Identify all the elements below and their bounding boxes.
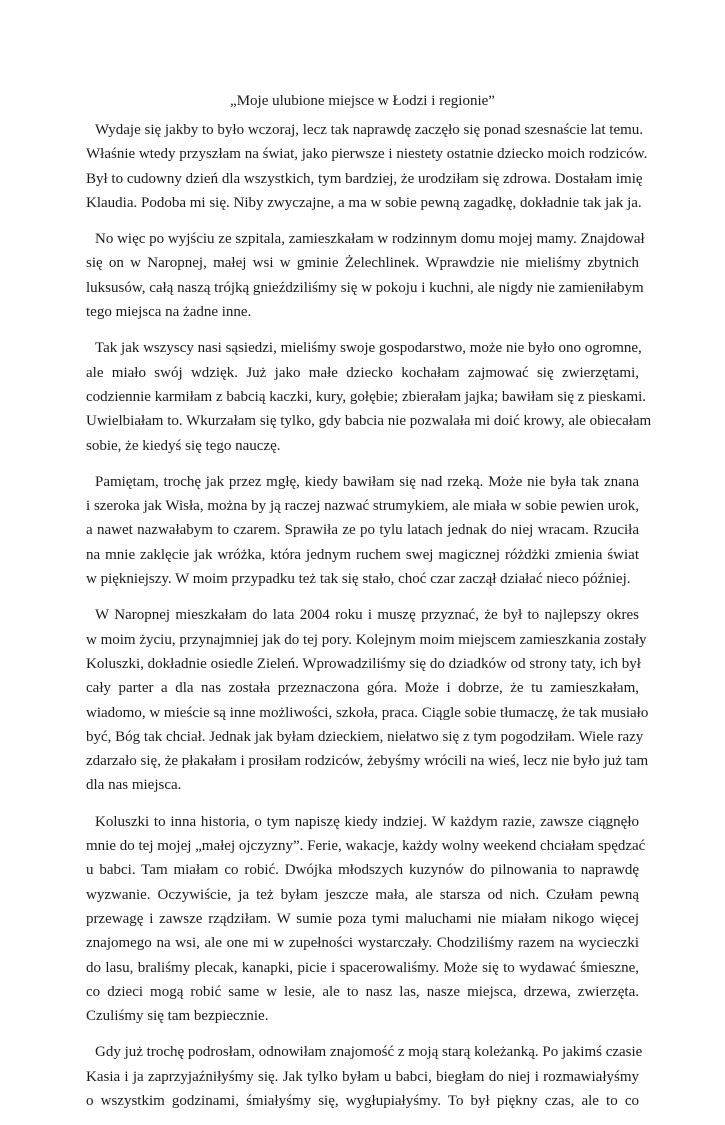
text-line: dla nas miejsca. xyxy=(86,777,182,794)
text-line: u babci. Tam miałam co robić. Dwójka młodszych kuzynów do pilnowania to naprawdę xyxy=(86,862,639,879)
paragraph-6 xyxy=(86,810,646,1029)
text-line: ale miało swój wdzięk. Już jako małe dziecko kochałam zajmować się zwierzętami, xyxy=(86,364,639,381)
text-line: Właśnie wtedy przyszłam na świat, jako pierwsze i niestety ostatnie dziecko moich rodziców. xyxy=(86,146,648,163)
paragraph-1 xyxy=(86,118,648,215)
paragraph-5 xyxy=(86,603,649,797)
text-line: Był to cudowny dzień dla wszystkich, tym bardziej, że urodziłam się zdrowa. Dostałam imię xyxy=(86,170,643,187)
text-line: o wszystkim godzinami, śmiałyśmy się, wygłupiałyśmy. To był piękny czas, ale to co xyxy=(86,1092,639,1109)
text-line: do lasu, braliśmy plecak, kanapki, picie i spacerowaliśmy. Może się to wydawać śmieszne, xyxy=(86,959,639,976)
text-line: sobie, że kiedyś się tego nauczę. xyxy=(86,437,281,454)
text-line: wiadomo, w mieście są inne możliwości, szkoła, praca. Ciągle sobie tłumaczę, że tak musiało xyxy=(86,704,649,721)
text-line: w piękniejszy. W moim przypadku też tak się stało, choć czar zaczął działać nieco później. xyxy=(86,571,631,588)
text-line: i szeroka jak Wisła, można by ją raczej nazwać strumykiem, ale miała w sobie pewien urok, xyxy=(86,498,639,515)
text-line: w moim życiu, przynajmniej jak do tej pory. Kolejnym moim miejscem zamieszkania zostały xyxy=(86,631,647,648)
text-line: znajomego na wsi, ale one mi w zupełności wystarczały. Chodziliśmy razem na wycieczki xyxy=(86,935,639,952)
text-line: W Naropnej mieszkałam do lata 2004 roku i muszę przyznać, że był to najlepszy okres xyxy=(95,607,639,624)
document-title: „Moje ulubione miejsce w Łodzi i regionie” xyxy=(230,93,495,109)
text-line: tego miejsca na żadne inne. xyxy=(86,304,252,321)
text-line: Koluszki, dokładnie osiedle Zieleń. Wprowadziliśmy się do dziadków od strony taty, ich był xyxy=(86,655,641,672)
text-line: Kasia i ja zaprzyjaźniłyśmy się. Jak tylko byłam u babci, biegłam do niej i rozmawiałyśmy xyxy=(86,1068,639,1085)
text-line: się on w Naropnej, małej wsi w gminie Żelechlinek. Wprawdzie nie mieliśmy zbytnich xyxy=(86,255,639,272)
text-line: No więc po wyjściu ze szpitala, zamieszkałam w rodzinnym domu mojej mamy. Znajdował xyxy=(95,231,645,248)
text-line: być, Bóg tak chciał. Jednak jak byłam dzieckiem, niełatwo się z tym pogodziłam. Wiele razy xyxy=(86,728,644,745)
paragraph-4 xyxy=(86,470,639,591)
text-line: co dzieci mogą robić same w lesie, ale to nasz las, nasze miejsca, drzewa, zwierzęta. xyxy=(86,983,639,1000)
paragraph-2 xyxy=(86,227,645,324)
text-line: Wydaje się jakby to było wczoraj, lecz tak naprawdę zaczęło się ponad szesnaście lat temu. xyxy=(95,122,644,138)
text-line: luksusów, całą naszą trójką gnieździliśmy się w pokoju i kuchni, ale nigdy nie zamieniłabym xyxy=(86,279,644,296)
paragraph-7 xyxy=(86,1040,643,1113)
text-line: codziennie karmiłam z babcią kaczki, kury, gołębie; zbierałam jajka; bawiłam się z pieskami. xyxy=(86,388,647,405)
text-line: Czuliśmy się tam bezpiecznie. xyxy=(86,1008,269,1025)
text-line: wyzwanie. Oczywiście, ja też byłam jeszcze mała, ale starsza od nich. Czułam pewną xyxy=(86,886,639,903)
text-line: przewagę i zawsze rządziłam. W sumie poza tymi maluchami nie miałam nikogo więcej xyxy=(86,910,639,927)
text-line: mnie do tej mojej „małej ojczyzny”. Ferie, wakacje, każdy wolny weekend chciałam spędzać xyxy=(86,838,646,855)
text-line: Pamiętam, trochę jak przez mgłę, kiedy bawiłam się nad rzeką. Może nie była tak znana xyxy=(95,473,639,490)
text-line: Tak jak wszyscy nasi sąsiedzi, mieliśmy swoje gospodarstwo, może nie było ono ogromne, xyxy=(95,340,642,357)
text-line: Klaudia. Podoba mi się. Niby zwyczajne, a ma w sobie pewną zagadkę, dokładnie tak jak ja. xyxy=(86,194,642,211)
text-line: na mnie zaklęcie jak wróżka, która jednym ruchem swej magicznej różdżki zmienia świat xyxy=(86,546,639,563)
text-line: Uwielbiałam to. Wkurzałam się tylko, gdy babcia nie pozwalała mi doić krowy, ale obiecałam xyxy=(86,413,652,430)
document-body xyxy=(86,118,652,1125)
text-line: Gdy już trochę podrosłam, odnowiłam znajomość z moją starą koleżanką. Po jakimś czasie xyxy=(95,1044,643,1061)
text-line: cały parter a dla nas została przeznaczona góra. Może i dobrze, że tu zamieszkałam, xyxy=(86,680,639,697)
text-line: zdarzało się, że płakałam i prosiłam rodziców, żebyśmy wrócili na wieś, lecz nie było już tam xyxy=(86,753,649,770)
text-line: a nawet nazwałabym to czarem. Sprawiła ze po tylu latach jednak do niej wracam. Rzuciła xyxy=(86,522,639,539)
text-line: Koluszki to inna historia, o tym napiszę kiedy indziej. W każdym razie, zawsze ciągnęło xyxy=(95,813,639,830)
paragraph-3 xyxy=(86,336,652,457)
